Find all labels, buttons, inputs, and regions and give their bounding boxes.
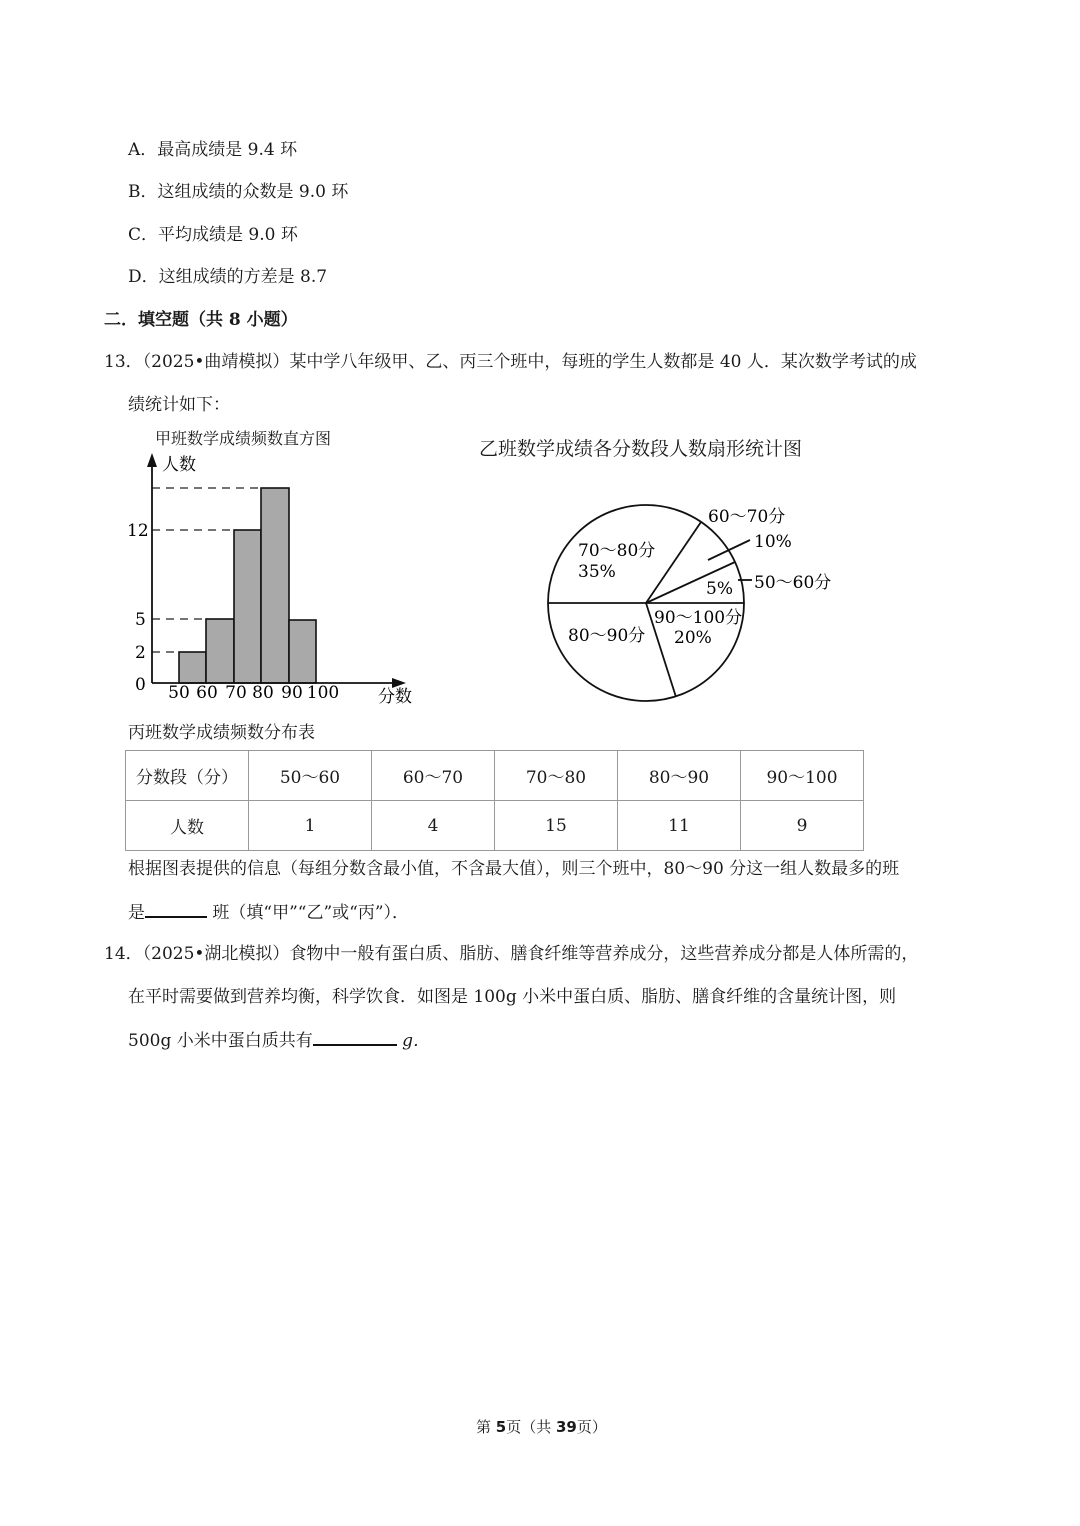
q14-line3-post: g． bbox=[396, 1031, 431, 1051]
option-b bbox=[128, 182, 348, 202]
q13-ask1: 根据图表提供的信息（每组分数含最小值，不含最大值），则三个班中，80～90 分这一组人数最多的班 bbox=[128, 859, 900, 879]
option-d bbox=[128, 267, 327, 287]
table-cell: 4 bbox=[372, 801, 495, 851]
pie-chart bbox=[530, 495, 850, 710]
pie-pct-70-80: 35% bbox=[578, 562, 616, 582]
q14-line3-pre: 500g 小米中蛋白质共有 bbox=[128, 1031, 313, 1051]
pie-pct-60-70: 10% bbox=[754, 532, 792, 552]
footer-mid: 页（共 bbox=[506, 1418, 556, 1436]
pie-pct-50-60: 5% bbox=[706, 579, 733, 599]
table-row bbox=[126, 801, 864, 851]
q14-line2: 在平时需要做到营养均衡，科学饮食．如图是 100g 小米中蛋白质、脂肪、膳食纤维的含量统计图，则 bbox=[128, 987, 897, 1007]
histogram-title: 甲班数学成绩频数直方图 bbox=[155, 429, 332, 448]
xtick-70: 70 bbox=[225, 683, 247, 703]
q13-ask2 bbox=[128, 902, 409, 923]
pie-title: 乙班数学成绩各分数段人数扇形统计图 bbox=[479, 438, 803, 460]
table-cell: 70～80 bbox=[495, 751, 618, 801]
ytick-2: 2 bbox=[135, 643, 146, 663]
table-cell: 80～90 bbox=[618, 751, 741, 801]
q14-number: 14． bbox=[104, 944, 143, 964]
option-letter: C． bbox=[128, 225, 159, 245]
q13-text: 某中学八年级甲、乙、丙三个班中，每班的学生人数都是 40 人．某次数学考试的成 bbox=[289, 352, 917, 372]
pie-label-80-90: 80～90分 bbox=[568, 626, 646, 646]
row-header: 人数 bbox=[126, 801, 249, 851]
table-cell: 60～70 bbox=[372, 751, 495, 801]
option-c bbox=[128, 225, 298, 245]
option-letter: A． bbox=[128, 140, 158, 160]
xtick-90: 90 bbox=[281, 683, 303, 703]
origin-label: 0 bbox=[135, 675, 146, 695]
xtick-80: 80 bbox=[252, 683, 274, 703]
pie-pct-90-100: 20% bbox=[674, 628, 712, 648]
pie-label-90-100: 90～100分 bbox=[654, 608, 743, 628]
footer-post: 页） bbox=[576, 1418, 607, 1436]
xtick-100: 100 bbox=[306, 683, 340, 703]
table-cell: 1 bbox=[249, 801, 372, 851]
q13-ask2-pre: 是 bbox=[128, 903, 145, 923]
q14-line1 bbox=[104, 944, 918, 964]
page-footer bbox=[476, 1416, 607, 1437]
q14-text: 食物中一般有蛋白质、脂肪、膳食纤维等营养成分，这些营养成分都是人体所需的， bbox=[289, 944, 919, 964]
table-cell: 11 bbox=[618, 801, 741, 851]
q13-line2: 绩统计如下： bbox=[128, 395, 230, 415]
q13-line1 bbox=[104, 352, 917, 372]
q14-source: （2025•湖北模拟） bbox=[142, 944, 290, 964]
option-letter: D． bbox=[128, 267, 159, 287]
page-total: 39 bbox=[556, 1418, 577, 1436]
table-cell: 90～100 bbox=[741, 751, 864, 801]
row-header: 分数段（分） bbox=[126, 751, 249, 801]
option-text: 平均成绩是 9.0 环 bbox=[158, 225, 298, 245]
q13-source: （2025•曲靖模拟） bbox=[142, 352, 290, 372]
table-title: 丙班数学成绩频数分布表 bbox=[128, 723, 315, 743]
table-cell: 9 bbox=[741, 801, 864, 851]
option-letter: B． bbox=[128, 182, 158, 202]
option-text: 这组成绩的众数是 9.0 环 bbox=[157, 182, 349, 202]
option-text: 这组成绩的方差是 8.7 bbox=[158, 267, 328, 287]
xtick-50: 50 bbox=[168, 683, 190, 703]
pie-label-60-70: 60～70分 bbox=[708, 507, 786, 527]
table-cell: 15 bbox=[495, 801, 618, 851]
pie-label-50-60: 50～60分 bbox=[754, 573, 832, 593]
pie-label-70-80: 70～80分 bbox=[578, 541, 656, 561]
ytick-12: 12 bbox=[127, 521, 149, 541]
y-axis-label: 人数 bbox=[162, 455, 196, 475]
q14-line3 bbox=[128, 1030, 430, 1051]
q13-ask2-post: 班（填“甲”“乙”或“丙”）． bbox=[207, 903, 410, 923]
ytick-5: 5 bbox=[135, 610, 146, 630]
answer-blank[interactable] bbox=[313, 1030, 397, 1046]
section-title: 二．填空题（共 8 小题） bbox=[104, 310, 298, 330]
option-text: 最高成绩是 9.4 环 bbox=[157, 140, 298, 160]
answer-blank[interactable] bbox=[145, 902, 207, 918]
table-row bbox=[126, 751, 864, 801]
frequency-table bbox=[125, 750, 864, 851]
histogram-chart bbox=[120, 445, 430, 710]
page-number: 5 bbox=[495, 1418, 507, 1436]
table-cell: 50～60 bbox=[249, 751, 372, 801]
xtick-60: 60 bbox=[196, 683, 218, 703]
x-axis-label: 分数 bbox=[378, 687, 412, 707]
q13-number: 13． bbox=[104, 352, 143, 372]
option-a bbox=[128, 140, 297, 160]
footer-pre: 第 bbox=[476, 1418, 496, 1436]
